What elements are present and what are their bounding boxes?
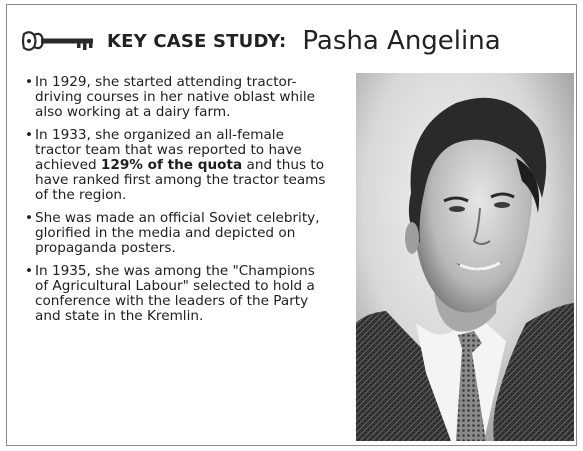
bullet-list xyxy=(25,75,330,332)
key-icon xyxy=(21,28,95,54)
bullet-item xyxy=(25,264,330,324)
bullet-text: In 1933, she organized an all-female tractor team that was reported to have achieved xyxy=(35,127,302,173)
bullet-text: and thus to have ranked first among the tractor teams of the region. xyxy=(35,157,326,203)
bullet-text: In 1929, she started attending tractor-driving courses in her native oblast while also working at a dairy farm. xyxy=(35,74,316,120)
slide-header xyxy=(21,19,501,63)
bullet-text: In 1935, she was among the "Champions of Agricultural Labour" selected to hold a conference with the leaders of the Party and state in the Kremlin. xyxy=(35,263,315,324)
quota-highlight: 129% of the quota xyxy=(100,157,243,173)
slide xyxy=(6,4,577,446)
subject-name: Pasha Angelina xyxy=(302,26,501,56)
bullet-item xyxy=(25,75,330,120)
case-study-label: KEY CASE STUDY: xyxy=(107,30,287,52)
bullet-item xyxy=(25,128,330,203)
bullet-item xyxy=(25,211,330,256)
portrait-photo xyxy=(356,73,574,441)
bullet-text: She was made an official Soviet celebrity, glorified in the media and depicted on propaganda posters. xyxy=(35,210,320,256)
